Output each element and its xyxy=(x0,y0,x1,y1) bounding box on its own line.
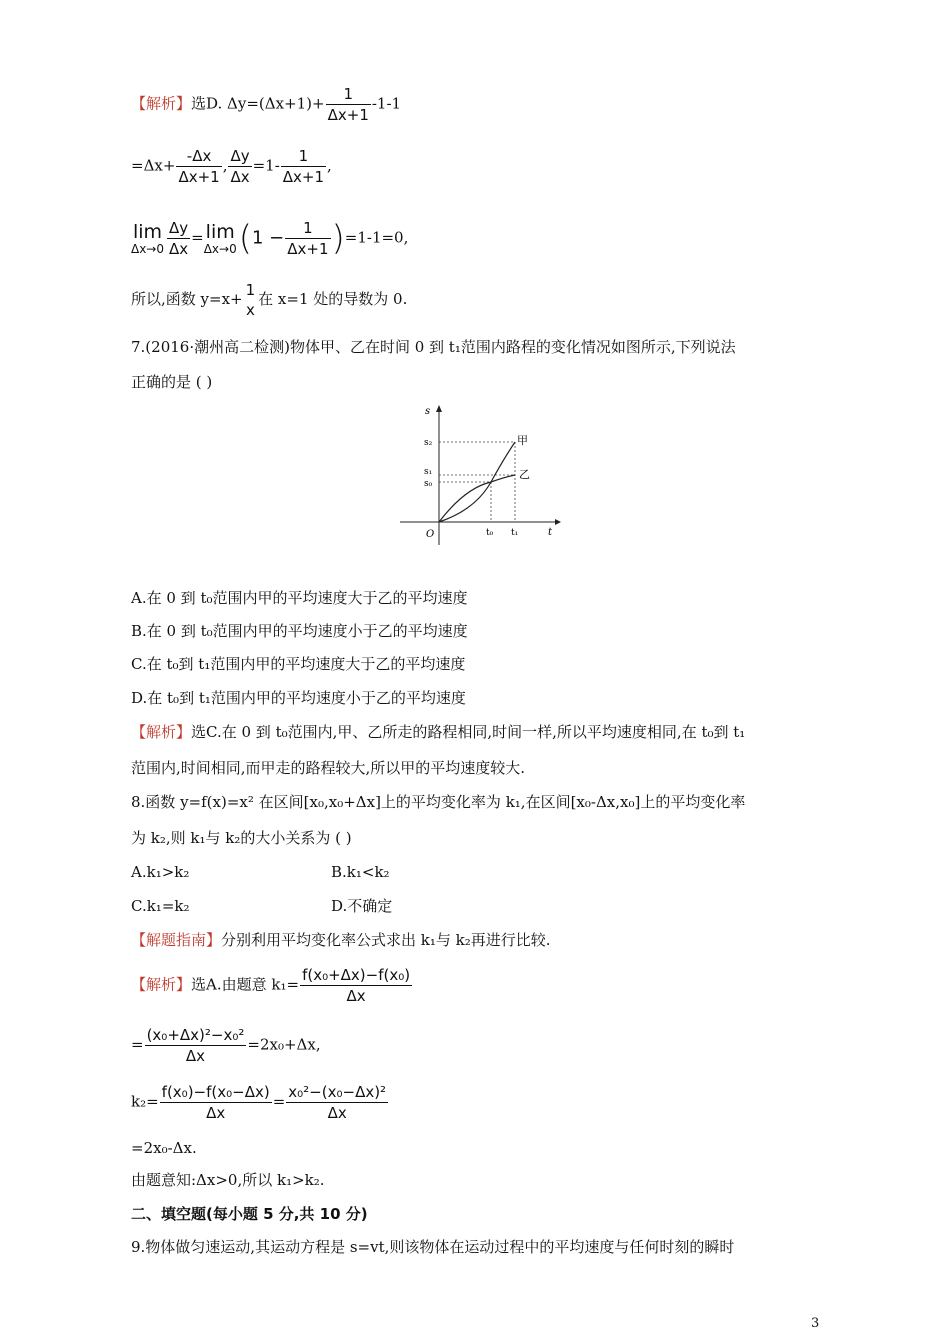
q8-option-c: C.k₁=k₂ xyxy=(131,897,190,915)
label-t: t xyxy=(548,527,553,538)
label-yi: 乙 xyxy=(519,468,530,481)
label-s2: s₂ xyxy=(424,438,433,448)
t-axis-arrow xyxy=(555,519,561,525)
q8-option-d: D.不确定 xyxy=(331,897,393,915)
fraction: $\frac{1}{\Delta x+1}$ xyxy=(327,85,369,124)
q7-analysis-line2: 范围内,时间相同,而甲走的路程较大,所以甲的平均速度较大. xyxy=(131,759,526,777)
q7-option-b: B.在 0 到 t₀范围内甲的平均速度小于乙的平均速度 xyxy=(131,622,468,640)
label-s: s xyxy=(425,406,431,417)
q7-analysis-line1: 【解析】选C.在 0 到 t₀范围内,甲、乙所走的路程相同,时间一样,所以平均速度相同,在 t₀到 t₁ xyxy=(131,723,746,741)
p6-line3: lim Δx→0 $\frac{\Delta y}{\Delta x}$ = lim Δx→0 (1 − $\frac{1}{\Delta x+1}$ )=1-1=0, xyxy=(131,218,409,259)
q7-option-d: D.在 t₀到 t₁范围内甲的平均速度小于乙的平均速度 xyxy=(131,689,466,707)
label-origin: O xyxy=(426,529,435,540)
analysis-tag: 【解析】 xyxy=(131,94,192,113)
q8-solution-line3: k₂= $\frac{\text{f(x₀)−f(x₀−Δx)}}{\Delta x}$ = $\frac{\text{x₀²−(x₀−Δx)²}}{\Delta x}$ xyxy=(131,1083,387,1122)
fraction: $\frac{\Delta y}{\Delta x}$ xyxy=(169,219,189,258)
p6-line4: 所以,函数 y=x+ 1 x 在 x=1 处的导数为 0. xyxy=(131,281,408,319)
fraction: $\frac{1}{\Delta x+1}$ xyxy=(282,147,325,186)
p6-text: 选D. Δy=(Δx+1)+ xyxy=(191,94,325,113)
section-heading: 二、填空题(每小题 5 分,共 10 分) xyxy=(131,1205,368,1223)
label-jia: 甲 xyxy=(517,434,528,447)
q7-option-a: A.在 0 到 t₀范围内甲的平均速度大于乙的平均速度 xyxy=(131,589,468,607)
fraction: $\frac{\text{(x₀+Δx)²−x₀²}}{\Delta x}$ xyxy=(146,1026,245,1065)
fraction: $\frac{\text{f(x₀)−f(x₀−Δx)}}{\Delta x}$ xyxy=(161,1083,270,1122)
label-t0: t₀ xyxy=(486,528,494,538)
limit: lim Δx→0 xyxy=(131,220,164,256)
page-number: 3 xyxy=(811,1316,820,1331)
fraction: $\frac{\Delta y}{\Delta x}$ xyxy=(230,147,250,186)
q8-solution-line2: = $\frac{\text{(x₀+Δx)²−x₀²}}{\Delta x}$ =2x₀+Δx, xyxy=(131,1026,321,1065)
q8-solution-line1: 【解析】选A.由题意 k₁= $\frac{\text{f(x₀+Δx)−f(x₀)}}{\Delta x}$ xyxy=(131,966,411,1005)
label-s0: s₀ xyxy=(424,479,433,489)
p6-line1 xyxy=(131,84,401,125)
limit: lim Δx→0 xyxy=(203,220,237,256)
p6-text: -1-1 xyxy=(371,94,402,113)
q8-solution-line5: 由题意知:Δx>0,所以 k₁>k₂. xyxy=(131,1171,325,1189)
fraction: $\frac{\text{x₀²−(x₀−Δx)²}}{\Delta x}$ xyxy=(288,1083,387,1122)
q8-stem-line2: 为 k₂,则 k₁与 k₂的大小关系为 ( ) xyxy=(131,829,352,847)
q8-solution-line4: =2x₀-Δx. xyxy=(131,1139,197,1157)
q7-option-c: C.在 t₀到 t₁范围内甲的平均速度大于乙的平均速度 xyxy=(131,655,466,673)
q7-stem-line1: 7.(2016·潮州高二检测)物体甲、乙在时间 0 到 t₁范围内路程的变化情况如图所示,下列说法 xyxy=(131,338,736,356)
q8-option-a: A.k₁>k₂ xyxy=(131,863,190,881)
analysis-tag: 【解析】 xyxy=(131,975,192,994)
hint-tag: 【解题指南】 xyxy=(131,931,222,949)
s-axis-arrow xyxy=(436,405,442,412)
fraction: $\frac{\text{f(x₀+Δx)−f(x₀)}}{\Delta x}$ xyxy=(302,966,411,1005)
label-t1: t₁ xyxy=(511,528,519,538)
fraction: 1 x xyxy=(245,281,256,319)
q9-stem-line1: 9.物体做匀速运动,其运动方程是 s=vt,则该物体在运动过程中的平均速度与任何时刻的瞬时 xyxy=(131,1238,735,1256)
q8-option-b: B.k₁<k₂ xyxy=(331,863,390,881)
p6-line2: =Δx+ $\frac{-\Delta x}{\Delta x+1}$ , $\frac{\Delta y}{\Delta x}$ =1- $\frac{1}{\Delta x+1}$ , xyxy=(131,147,332,186)
q7-stem-line2: 正确的是 ( ) xyxy=(131,373,213,391)
q8-hint: 【解题指南】分别利用平均变化率公式求出 k₁与 k₂再进行比较. xyxy=(131,931,551,949)
analysis-tag: 【解析】 xyxy=(131,723,192,741)
fraction: $\frac{1}{\Delta x+1}$ xyxy=(287,219,329,258)
label-s1: s₁ xyxy=(424,467,433,477)
distance-time-graph xyxy=(395,400,565,550)
q8-stem-line1: 8.函数 y=f(x)=x² 在区间[x₀,x₀+Δx]上的平均变化率为 k₁,在区间[x₀-Δx,x₀]上的平均变化率 xyxy=(131,793,746,811)
fraction: $\frac{-\Delta x}{\Delta x+1}$ xyxy=(178,147,220,186)
